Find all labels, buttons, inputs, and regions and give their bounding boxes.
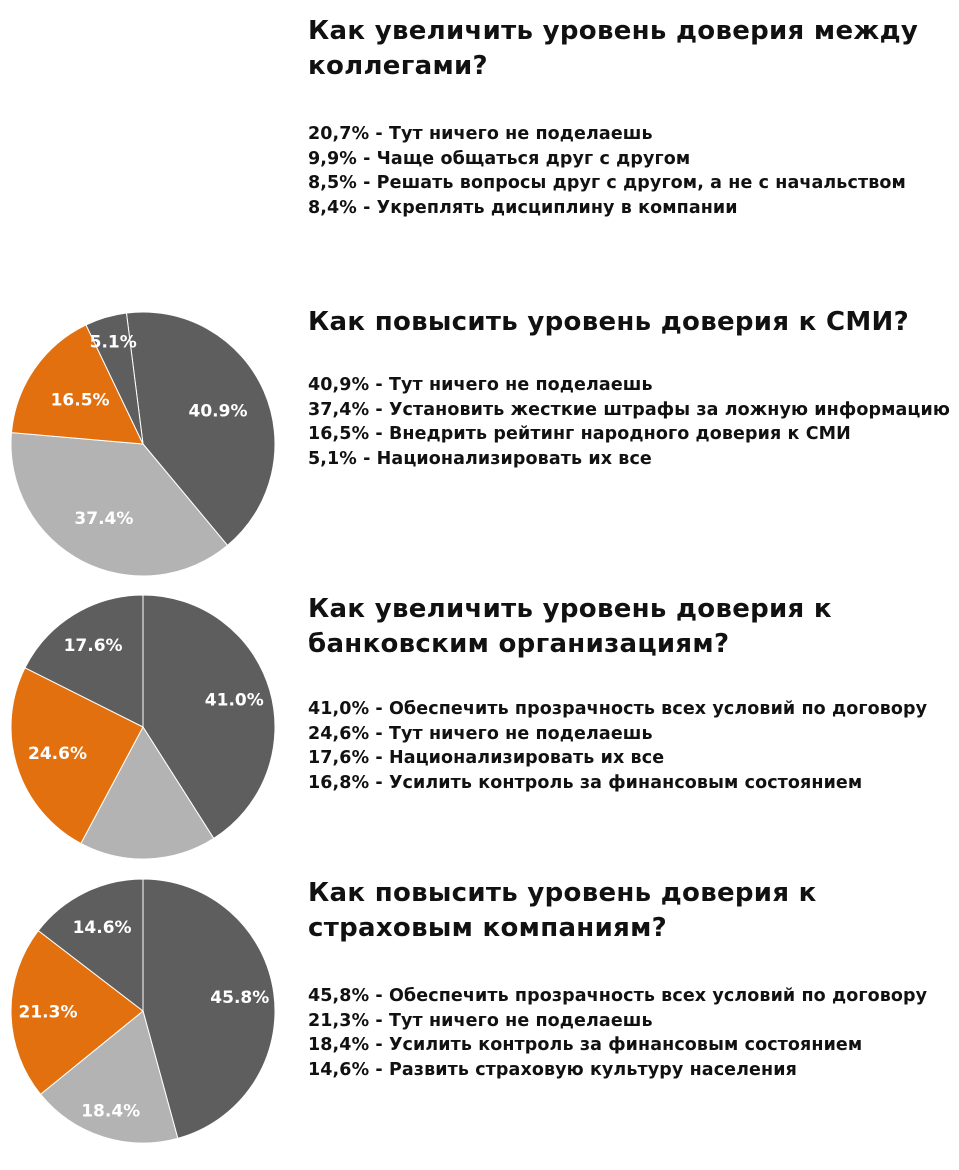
answer-item: 9,9% - Чаще общаться друг с другом: [308, 148, 691, 169]
pie-slice-label: 37.4%: [74, 508, 134, 529]
answer-item: 37,4% - Установить жесткие штрафы за ложную информацию: [308, 399, 950, 420]
answer-item: 41,0% - Обеспечить прозрачность всех условий по договору: [308, 699, 928, 719]
pie-slice-label: 14.6%: [72, 918, 132, 939]
answer-item: 18,4% - Усилить контроль за финансовым состоянием: [308, 1035, 863, 1055]
answer-item: 16,8% - Усилить контроль за финансовым состоянием: [308, 772, 863, 793]
answer-item: 8,5% - Решать вопросы друг с другом, а не с начальством: [308, 173, 906, 193]
answer-item: 21,3% - Тут ничего не поделаешь: [308, 1010, 653, 1031]
answers-list: [308, 984, 953, 1082]
pie-slice-label: 40.9%: [188, 401, 248, 422]
answer-item: 45,8% - Обеспечить прозрачность всех условий по договору: [308, 986, 928, 1006]
answer-item: 8,4% - Укреплять дисциплину в компании: [308, 197, 738, 218]
pie-slice-label: 45.8%: [210, 988, 270, 1008]
section-title: Как повысить уровень доверия к СМИ?: [308, 307, 909, 337]
pie-slice-label: 21.3%: [18, 1002, 78, 1023]
answer-item: 16,5% - Внедрить рейтинг народного доверия к СМИ: [308, 424, 851, 444]
pie-slice-label: 41.0%: [204, 690, 264, 711]
pie-slice-label: 17.6%: [63, 636, 123, 657]
answer-item: 17,6% - Национализировать их все: [308, 748, 665, 768]
section-title: Как увеличить уровень доверия между коллегами?: [308, 16, 919, 81]
answer-item: 20,7% - Тут ничего не поделаешь: [308, 124, 653, 144]
pie-slice-label: 16.5%: [50, 390, 110, 411]
answer-item: 5,1% - Национализировать их все: [308, 448, 652, 469]
pie-slice-label: 24.6%: [28, 744, 87, 765]
answer-item: 40,9% - Тут ничего не поделаешь: [308, 375, 653, 395]
pie-slice-label: 5.1%: [89, 332, 137, 353]
answer-item: 14,6% - Развить страховую культуру населения: [308, 1059, 797, 1080]
section-title: Как увеличить уровень доверия к банковским организациям?: [308, 594, 832, 659]
pie-slice-label: 18.4%: [81, 1101, 141, 1122]
section-title: Как повысить уровень доверия к страховым компаниям?: [308, 878, 817, 943]
answer-item: 24,6% - Тут ничего не поделаешь: [308, 723, 653, 744]
